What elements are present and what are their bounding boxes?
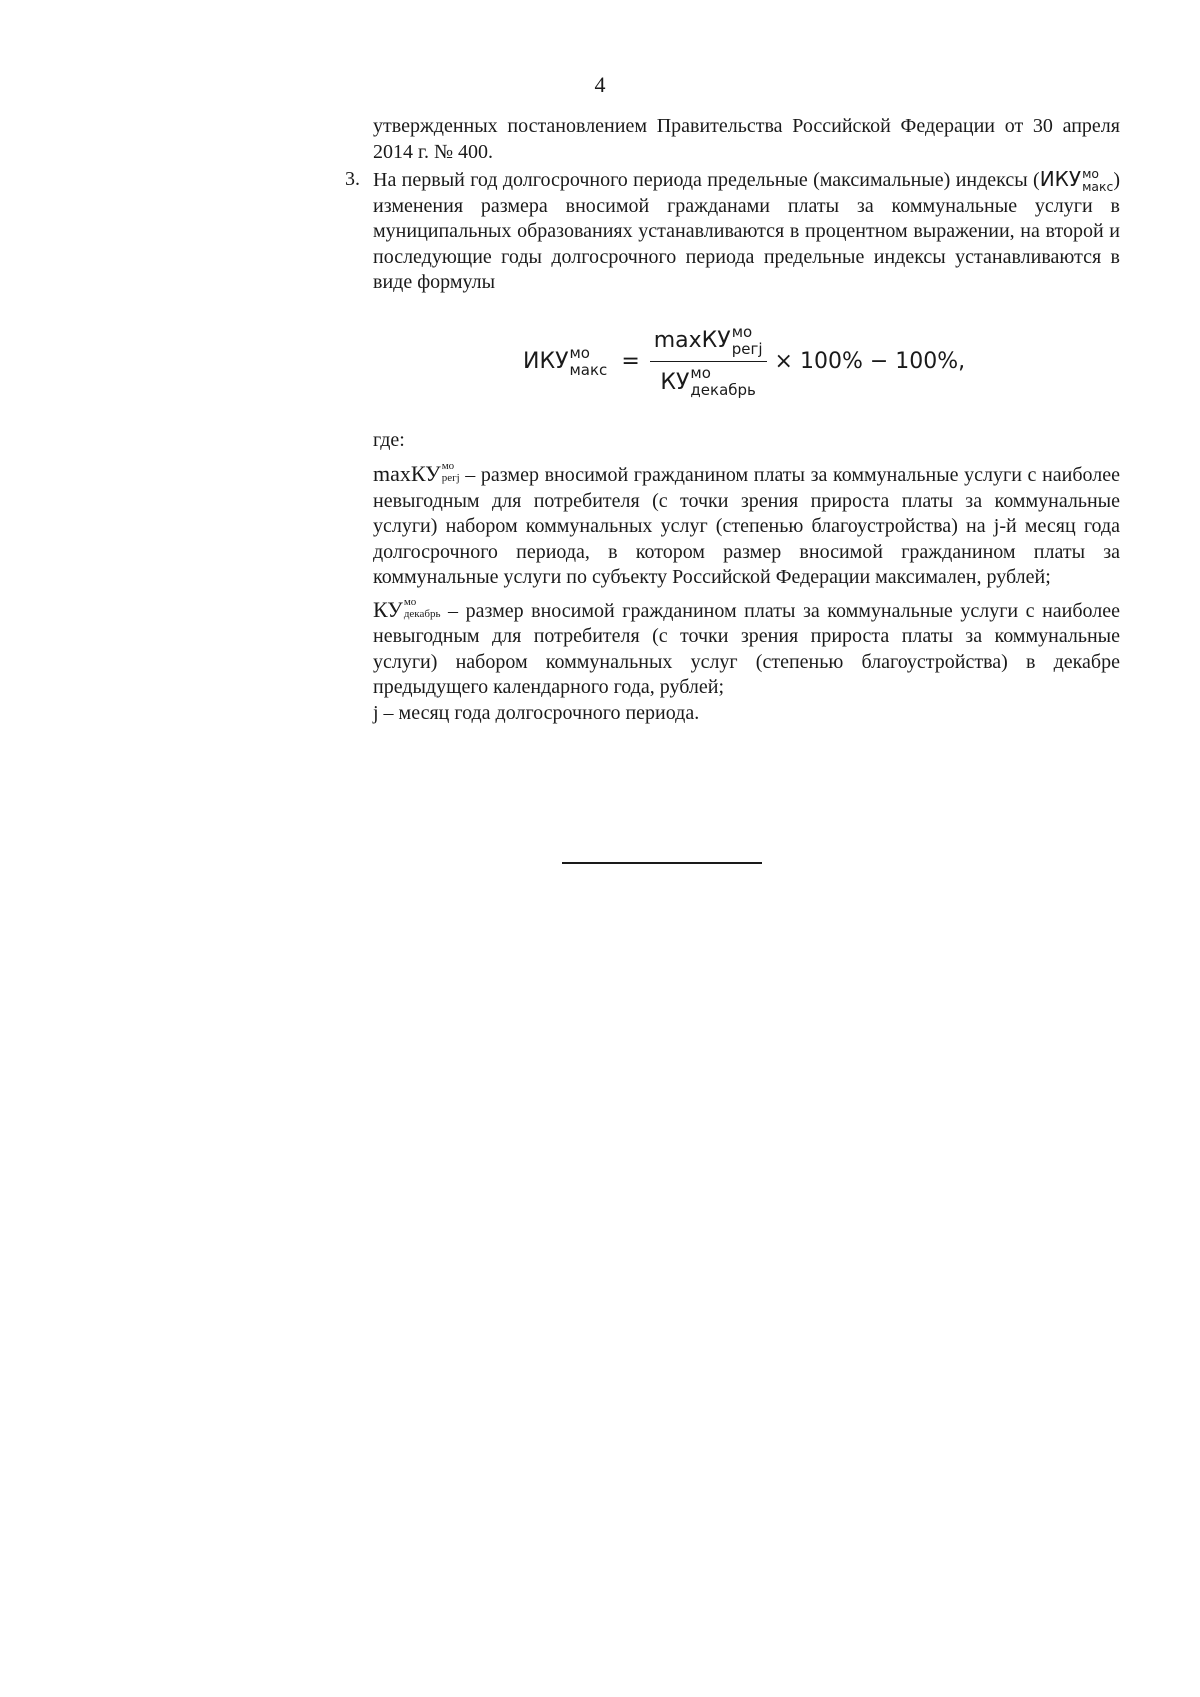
definition-ku-december [373, 597, 1120, 701]
formula-equals: = [621, 348, 640, 374]
iku-symbol-base: ИКУ [1039, 167, 1082, 191]
formula-tail: × 100% − 100%, [774, 348, 966, 374]
formula-fraction [650, 322, 767, 400]
definition-maxku-term-sup: мо [441, 460, 455, 472]
definition-ku-december-term-sup: мо [403, 595, 417, 608]
iku-symbol-sub: макс [1082, 179, 1114, 194]
where-label: где: [373, 428, 405, 451]
definition-maxku-paragraph [373, 461, 1120, 591]
closing-rule [562, 862, 762, 864]
definition-ku-december-text: – размер вносимой гражданином платы за коммунальные услуги с наиболее невыгодным для потребителя (с точки зрения прироста платы за коммунальные услуги) набором коммунальных услуг (степенью благоустройства) в декабре предыдущего календарного года, рублей; [373, 599, 1121, 698]
definition-ku-december-term-sub: декабрь [403, 607, 441, 620]
definition-ku-december-term-scripts [404, 597, 441, 620]
formula-denominator [656, 362, 760, 398]
item-3-text-before: На первый год долгосрочного периода предельные (максимальные) индексы ( [373, 169, 1040, 191]
formula-denominator-base: КУ [660, 369, 690, 395]
item-3-text-after: ) изменения размера вносимой гражданами платы за коммунальные услуги в муниципальных образованиях устанавливаются в процентном выражении, на второй и последующие годы долгосрочного периода предельные индексы устанавливаются в виде формулы [373, 169, 1120, 293]
formula-lhs-sup: мо [569, 343, 590, 362]
formula [523, 314, 965, 410]
iku-symbol-sup: мо [1082, 165, 1100, 181]
item-3-number: 3. [345, 168, 360, 190]
page-number: 4 [594, 72, 606, 97]
formula-numerator-sup: мо [731, 322, 753, 341]
definition-ku-december-term [373, 597, 440, 622]
definition-j: j – месяц года долгосрочного периода. [373, 701, 700, 724]
definition-maxku-term [373, 461, 460, 486]
definition-maxku-text: – размер вносимой гражданином платы за коммунальные услуги с наиболее невыгодным для потребителя (с точки зрения прироста платы за коммунальные услуги) набором коммунальных услуг (степенью благоустройства) на j-й месяц года долгосрочного периода, в котором размер вносимой гражданином платы за коммунальные услуги по субъекту Российской Федерации максимален, рублей; [373, 464, 1120, 588]
definition-ku-december-term-base: КУ [373, 596, 403, 622]
formula-numerator [650, 322, 767, 361]
formula-lhs-sub: макс [569, 360, 608, 379]
item-3-paragraph [373, 167, 1120, 296]
definition-maxku-term-scripts [442, 461, 460, 484]
formula-block [373, 314, 1120, 410]
formula-denominator-scripts [690, 366, 755, 398]
definition-maxku [373, 461, 1120, 591]
item-3 [345, 165, 1120, 296]
formula-denominator-sub: декабрь [690, 381, 756, 400]
definition-maxku-term-sub: регj [441, 472, 460, 484]
definition-maxku-term-base: maxКУ [373, 461, 441, 486]
formula-numerator-sub: регj [731, 339, 763, 358]
iku-symbol-scripts [1082, 165, 1114, 194]
formula-lhs-base: ИКУ [523, 348, 569, 374]
formula-lhs [523, 343, 608, 379]
formula-numerator-base: maxКУ [653, 328, 731, 353]
intro-paragraph: утвержденных постановлением Правительства Российской Федерации от 30 апреля 2014 г. № 400. [373, 115, 1120, 163]
document-body [345, 114, 1121, 726]
iku-symbol [1039, 165, 1114, 194]
definition-ku-december-paragraph [373, 597, 1120, 701]
formula-numerator-scripts [731, 322, 763, 358]
formula-denominator-sup: мо [690, 364, 711, 383]
formula-lhs-scripts [569, 343, 608, 379]
